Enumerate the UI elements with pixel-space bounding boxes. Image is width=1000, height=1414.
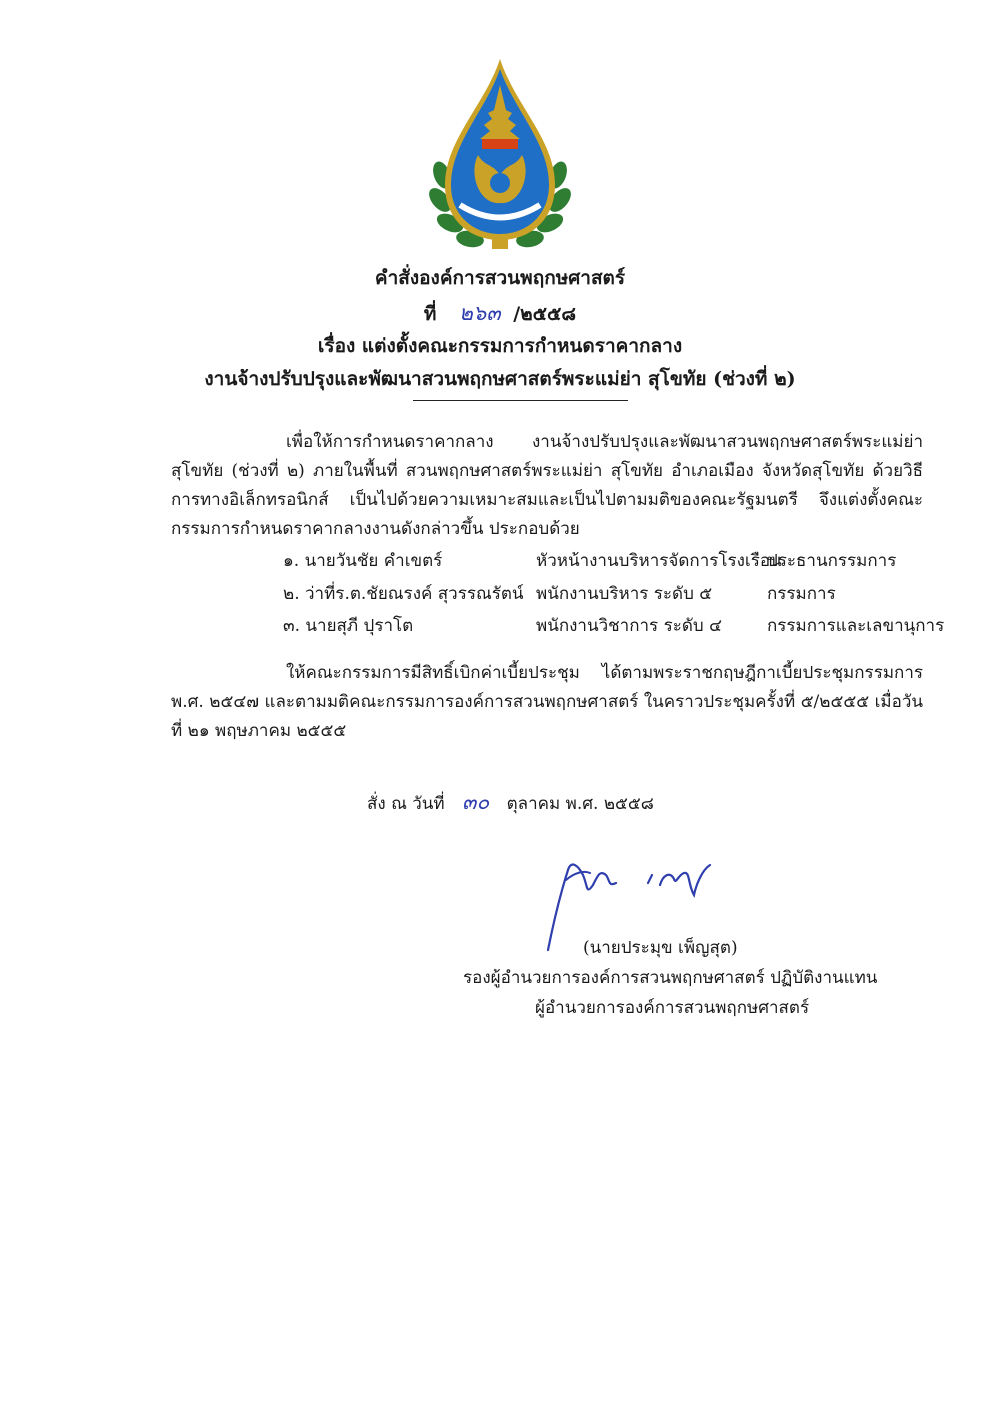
member-position: พนักงานบริหาร ระดับ ๕ — [536, 584, 713, 604]
member-name: ๑. นายวันชัย คำเขตร์ — [283, 551, 443, 571]
signatory-title-2: ผู้อำนวยการองค์การสวนพฤกษศาสตร์ — [535, 998, 810, 1018]
paragraph-appointment: เพื่อให้การกำหนดราคากลาง งานจ้างปรับปรุงและพัฒนาสวนพฤกษศาสตร์พระแม่ย่า สุโขทัย (ช่วงที่ ๒) ภายในพื้นที่ สวนพฤกษศาสตร์พระแม่ย่า สุโขทัย อำเภอเมือง จังหวัดสุโขทัย ด้วยวิธีการทางอิเล็กทรอนิกส์ เป็นไปด้วยความเหมาะสมและเป็นไปตามมติของคณะรัฐมนตรี จึงแต่งตั้งคณะกรรมการกำหนดราคากลางงานดังกล่าวขึ้น ประกอบด้วย — [171, 432, 923, 539]
member-row — [283, 547, 943, 575]
subject-line-1: เรื่อง แต่งตั้งคณะกรรมการกำหนดราคากลาง — [317, 335, 683, 357]
order-number-suffix: /๒๕๕๘ — [513, 303, 577, 325]
order-date-day: ๓๐ — [462, 790, 490, 814]
order-number-prefix: ที่ — [423, 303, 437, 325]
order-date-rest: ตุลาคม พ.ศ. ๒๕๕๘ — [506, 794, 654, 814]
order-date-prefix: สั่ง ณ วันที่ — [367, 794, 445, 814]
order-title: คำสั่งองค์การสวนพฤกษศาสตร์ — [374, 267, 626, 289]
organization-logo — [420, 55, 580, 255]
member-role: ประธานกรรมการ — [767, 551, 897, 571]
signatory-title-1: รองผู้อำนวยการองค์การสวนพฤกษศาสตร์ ปฏิบัติงานแทน — [463, 968, 878, 988]
member-row — [283, 580, 943, 608]
order-number — [0, 297, 1000, 330]
order-date — [367, 786, 654, 819]
member-role: กรรมการและเลขานุการ — [767, 616, 945, 636]
member-position: หัวหน้างานบริหารจัดการโรงเรือน — [536, 551, 782, 571]
member-role: กรรมการ — [767, 584, 836, 604]
member-row — [283, 612, 943, 640]
header-divider — [413, 400, 628, 401]
member-name: ๓. นายสุภี ปุราโต — [283, 616, 414, 636]
member-position: พนักงานวิชาการ ระดับ ๔ — [536, 616, 722, 636]
order-number-value: ๒๖๓ — [459, 301, 501, 325]
paragraph-allowance: ให้คณะกรรมการมีสิทธิ์เบิกค่าเบี้ยประชุม ได้ตามพระราชกฤษฎีกาเบี้ยประชุมกรรมการ พ.ศ. ๒๕๔๗ และตามมติคณะกรรมการองค์การสวนพฤกษศาสตร์ ในคราวประชุมครั้งที่ ๕/๒๕๕๕ เมื่อวันที่ ๒๑ พฤษภาคม ๒๕๕๕ — [171, 663, 923, 741]
member-name: ๒. ว่าที่ร.ต.ชัยณรงค์ สุวรรณรัตน์ — [283, 584, 524, 604]
signatory-name: (นายประมุข เพ็ญสุต) — [583, 938, 738, 958]
subject-line-2: งานจ้างปรับปรุงและพัฒนาสวนพฤกษศาสตร์พระแม่ย่า สุโขทัย (ช่วงที่ ๒) — [204, 368, 796, 390]
